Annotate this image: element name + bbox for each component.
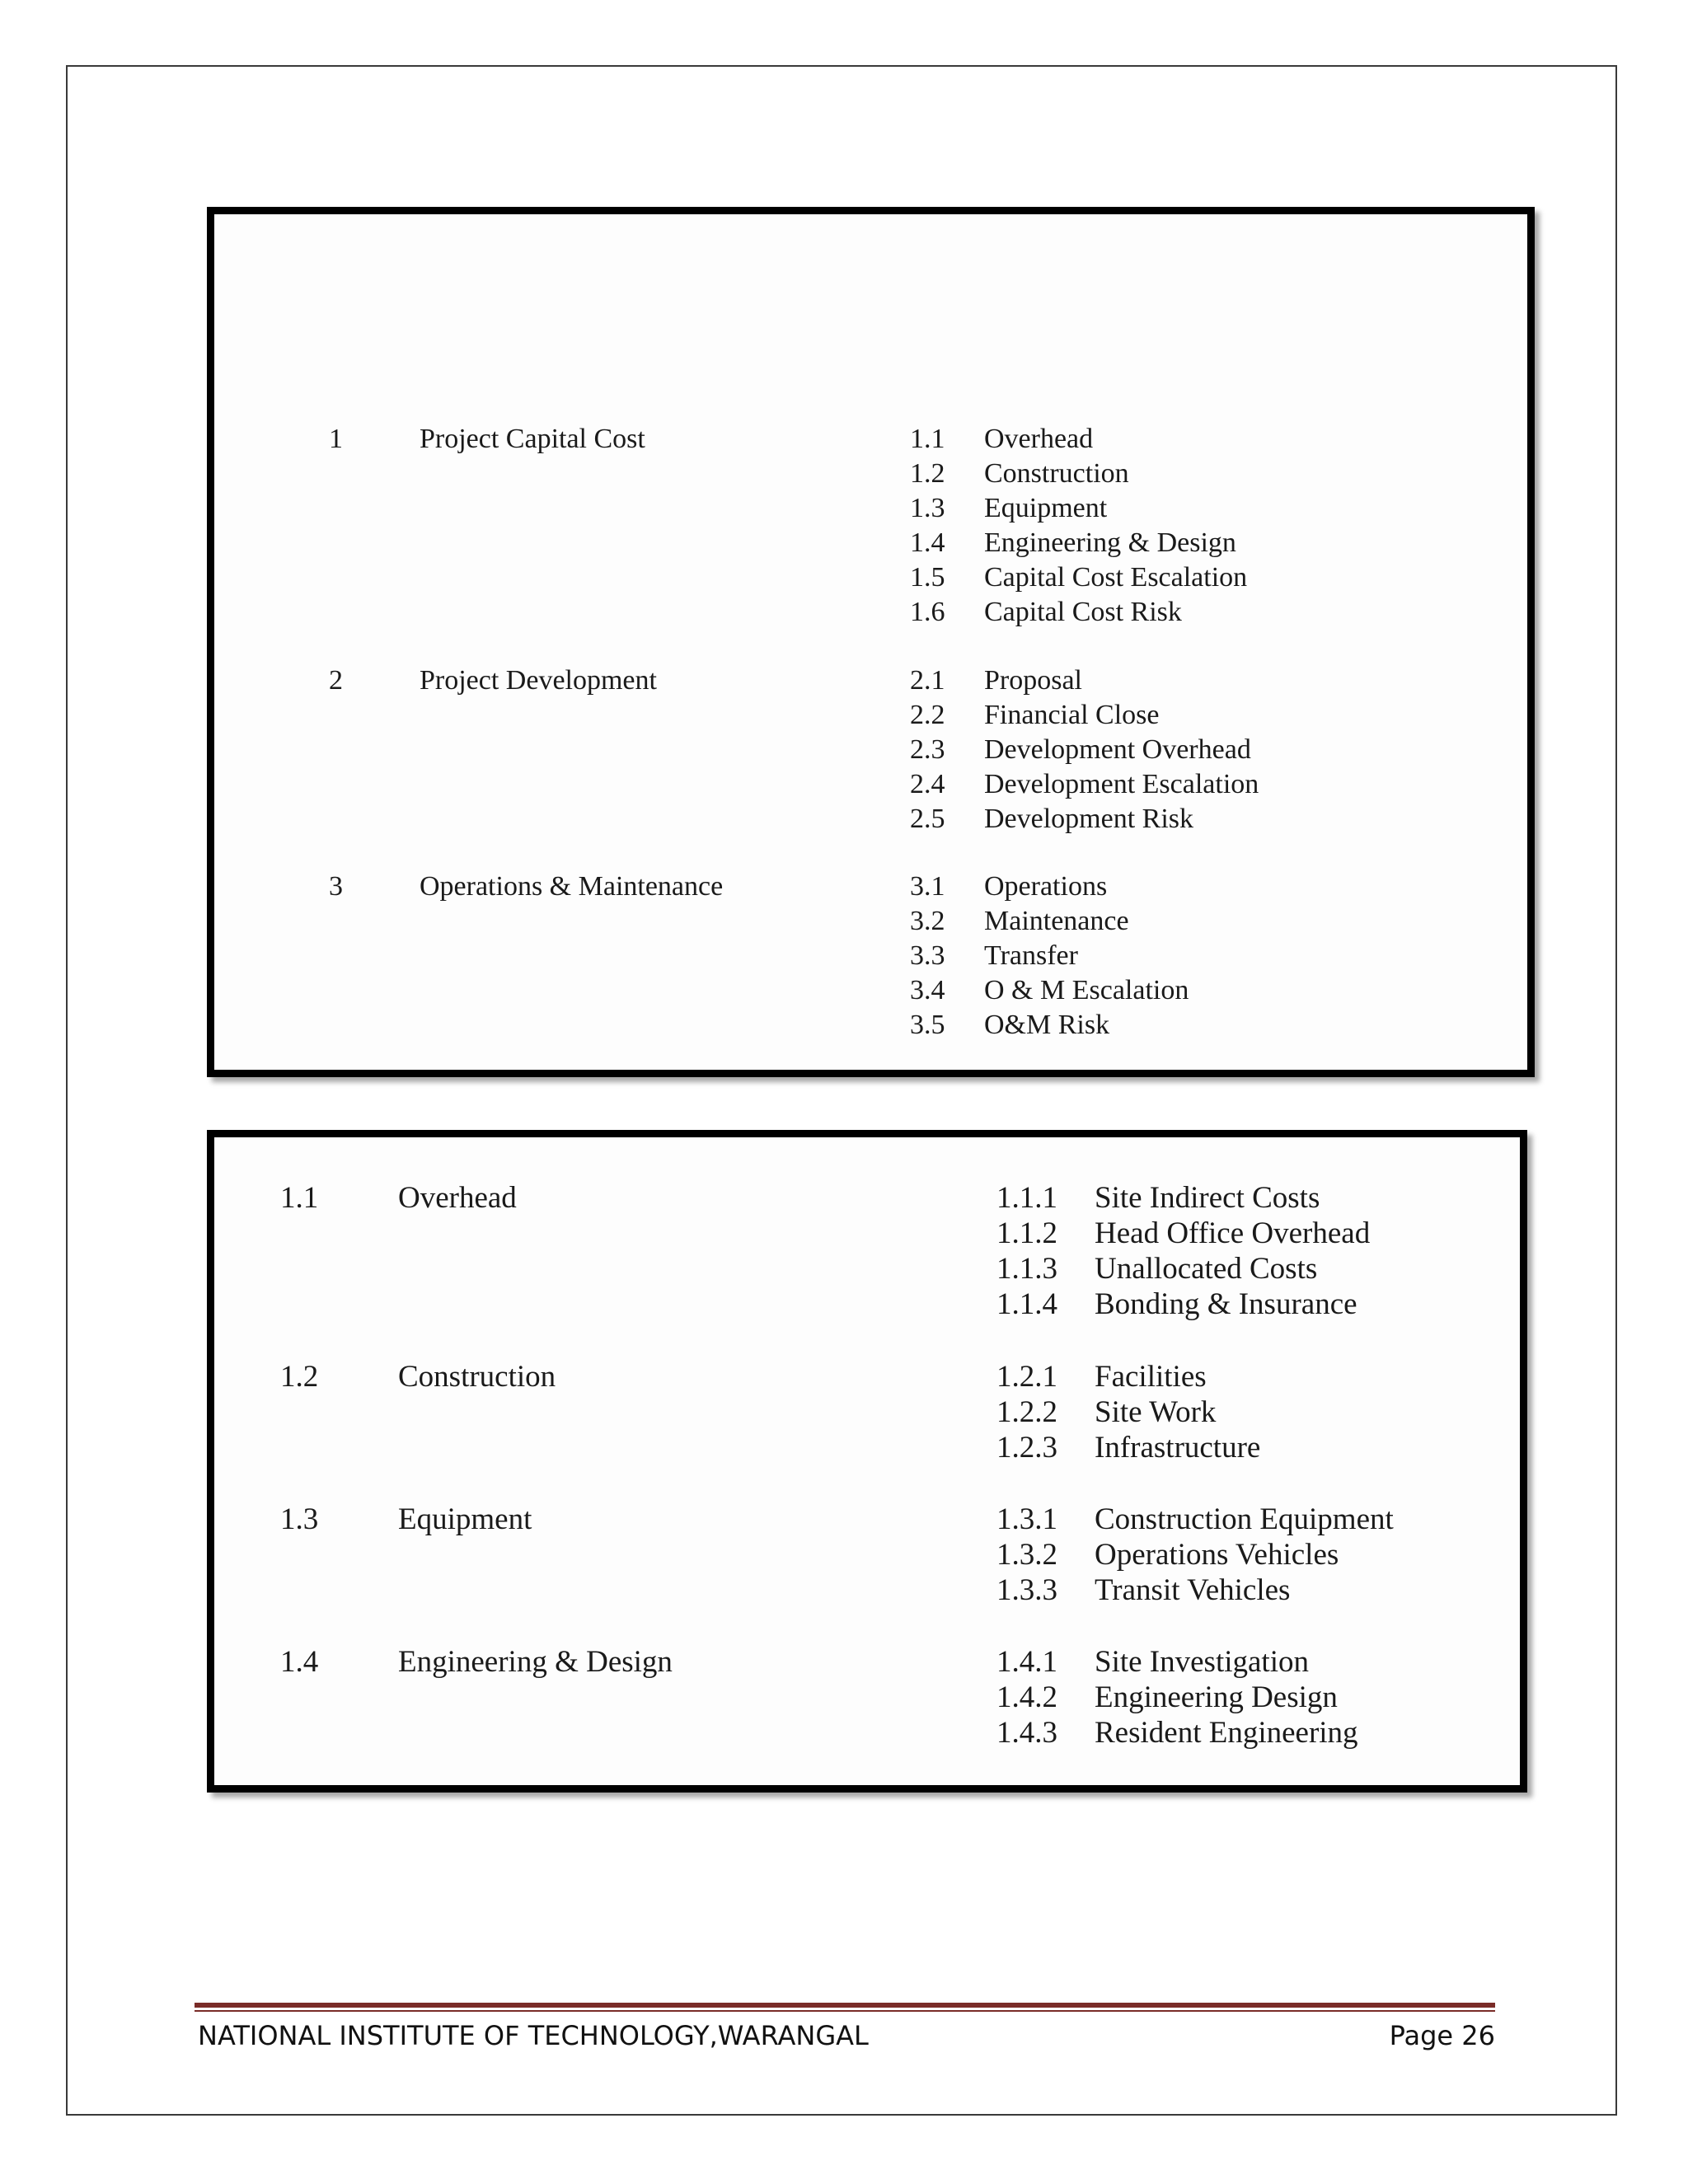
item-code: 1.4	[910, 527, 945, 558]
table-row	[214, 1180, 1520, 1216]
table-row	[214, 698, 1527, 733]
item-code: 1.1.4	[996, 1287, 1057, 1321]
item-code: 2.2	[910, 700, 945, 730]
table-row	[214, 1537, 1520, 1573]
table-row	[214, 733, 1527, 767]
item-label: Equipment	[984, 493, 1108, 523]
table-row	[214, 1502, 1520, 1538]
item-label: Operations	[984, 871, 1108, 902]
item-code: 1.2.3	[996, 1431, 1057, 1465]
table-row	[214, 1430, 1520, 1466]
table-row	[214, 1251, 1520, 1287]
item-code: 2.4	[910, 769, 945, 799]
item-code: 1.4.2	[996, 1680, 1057, 1714]
group-number: 1.3	[280, 1502, 319, 1536]
table-row	[214, 1715, 1520, 1751]
item-code: 2.3	[910, 734, 945, 765]
cost-breakdown-table-level1	[207, 207, 1535, 1077]
item-label: Transit Vehicles	[1095, 1573, 1291, 1607]
item-label: O & M Escalation	[984, 975, 1189, 1005]
item-code: 3.5	[910, 1010, 945, 1040]
item-label: Site Indirect Costs	[1095, 1181, 1320, 1215]
item-code: 3.2	[910, 906, 945, 936]
table-row	[214, 663, 1527, 698]
item-code: 3.3	[910, 940, 945, 971]
item-label: Maintenance	[984, 906, 1129, 936]
table-row	[214, 939, 1527, 973]
item-code: 1.2	[910, 458, 945, 489]
group-number: 2	[329, 665, 343, 696]
table-row	[214, 904, 1527, 939]
table-row	[214, 973, 1527, 1008]
group-label: Equipment	[398, 1502, 532, 1536]
item-code: 1.1.1	[996, 1181, 1057, 1215]
table-row	[214, 422, 1527, 457]
group-label: Engineering & Design	[398, 1645, 673, 1679]
item-label: Construction Equipment	[1095, 1502, 1394, 1536]
item-label: Proposal	[984, 665, 1082, 696]
group-label: Construction	[398, 1360, 556, 1394]
group-label: Operations & Maintenance	[420, 871, 724, 902]
group-number: 1.1	[280, 1181, 319, 1215]
item-label: Development Escalation	[984, 769, 1259, 799]
table-row	[214, 869, 1527, 904]
item-code: 1.3.2	[996, 1538, 1057, 1572]
group-number: 1.4	[280, 1645, 319, 1679]
item-code: 1.3.1	[996, 1502, 1057, 1536]
cost-breakdown-table-level2	[207, 1130, 1527, 1793]
item-code: 3.1	[910, 871, 945, 902]
item-code: 1.6	[910, 597, 945, 627]
item-code: 1.4.3	[996, 1716, 1057, 1750]
item-label: Site Work	[1095, 1395, 1217, 1429]
group-label: Project Capital Cost	[420, 424, 645, 454]
group-number: 1	[329, 424, 343, 454]
item-label: Unallocated Costs	[1095, 1252, 1318, 1286]
table-row	[214, 1216, 1520, 1252]
table-row	[214, 526, 1527, 560]
item-code: 1.2.2	[996, 1395, 1057, 1429]
item-label: Development Risk	[984, 804, 1194, 834]
item-label: Capital Cost Escalation	[984, 562, 1248, 593]
group-label: Project Development	[420, 665, 657, 696]
item-label: Operations Vehicles	[1095, 1538, 1339, 1572]
table-row	[214, 1680, 1520, 1716]
item-code: 1.4.1	[996, 1645, 1057, 1679]
item-code: 1.3.3	[996, 1573, 1057, 1607]
table-row	[214, 1008, 1527, 1043]
table-row	[214, 560, 1527, 595]
item-code: 1.5	[910, 562, 945, 593]
table-row	[214, 1572, 1520, 1609]
group-number: 1.2	[280, 1360, 319, 1394]
group-number: 3	[329, 871, 343, 902]
item-label: Infrastructure	[1095, 1431, 1261, 1465]
item-code: 2.5	[910, 804, 945, 834]
item-label: Head Office Overhead	[1095, 1216, 1371, 1250]
item-label: Site Investigation	[1095, 1645, 1309, 1679]
item-label: Capital Cost Risk	[984, 597, 1182, 627]
item-label: Transfer	[984, 940, 1078, 971]
footer-institution: NATIONAL INSTITUTE OF TECHNOLOGY,WARANGAL	[198, 2020, 869, 2051]
item-code: 2.1	[910, 665, 945, 696]
item-label: Financial Close	[984, 700, 1160, 730]
item-code: 1.2.1	[996, 1360, 1057, 1394]
item-label: Engineering & Design	[984, 527, 1236, 558]
item-code: 1.3	[910, 493, 945, 523]
footer-rule-thin	[195, 2010, 1495, 2012]
item-label: Overhead	[984, 424, 1094, 454]
table-row	[214, 491, 1527, 526]
item-code: 3.4	[910, 975, 945, 1005]
item-code: 1.1	[910, 424, 945, 454]
item-label: Engineering Design	[1095, 1680, 1338, 1714]
table-row	[214, 1359, 1520, 1395]
item-label: Facilities	[1095, 1360, 1207, 1394]
table-row	[214, 767, 1527, 802]
item-label: Bonding & Insurance	[1095, 1287, 1357, 1321]
footer-page-number: Page 26	[1389, 2020, 1495, 2051]
item-code: 1.1.3	[996, 1252, 1057, 1286]
item-label: Development Overhead	[984, 734, 1251, 765]
group-label: Overhead	[398, 1181, 517, 1215]
item-code: 1.1.2	[996, 1216, 1057, 1250]
table-row	[214, 1644, 1520, 1680]
item-label: Construction	[984, 458, 1129, 489]
table-row	[214, 1394, 1520, 1431]
table-row	[214, 595, 1527, 630]
item-label: Resident Engineering	[1095, 1716, 1358, 1750]
footer-rule	[195, 2003, 1495, 2008]
table-row	[214, 457, 1527, 491]
table-row	[214, 1286, 1520, 1323]
item-label: O&M Risk	[984, 1010, 1110, 1040]
table-row	[214, 802, 1527, 837]
